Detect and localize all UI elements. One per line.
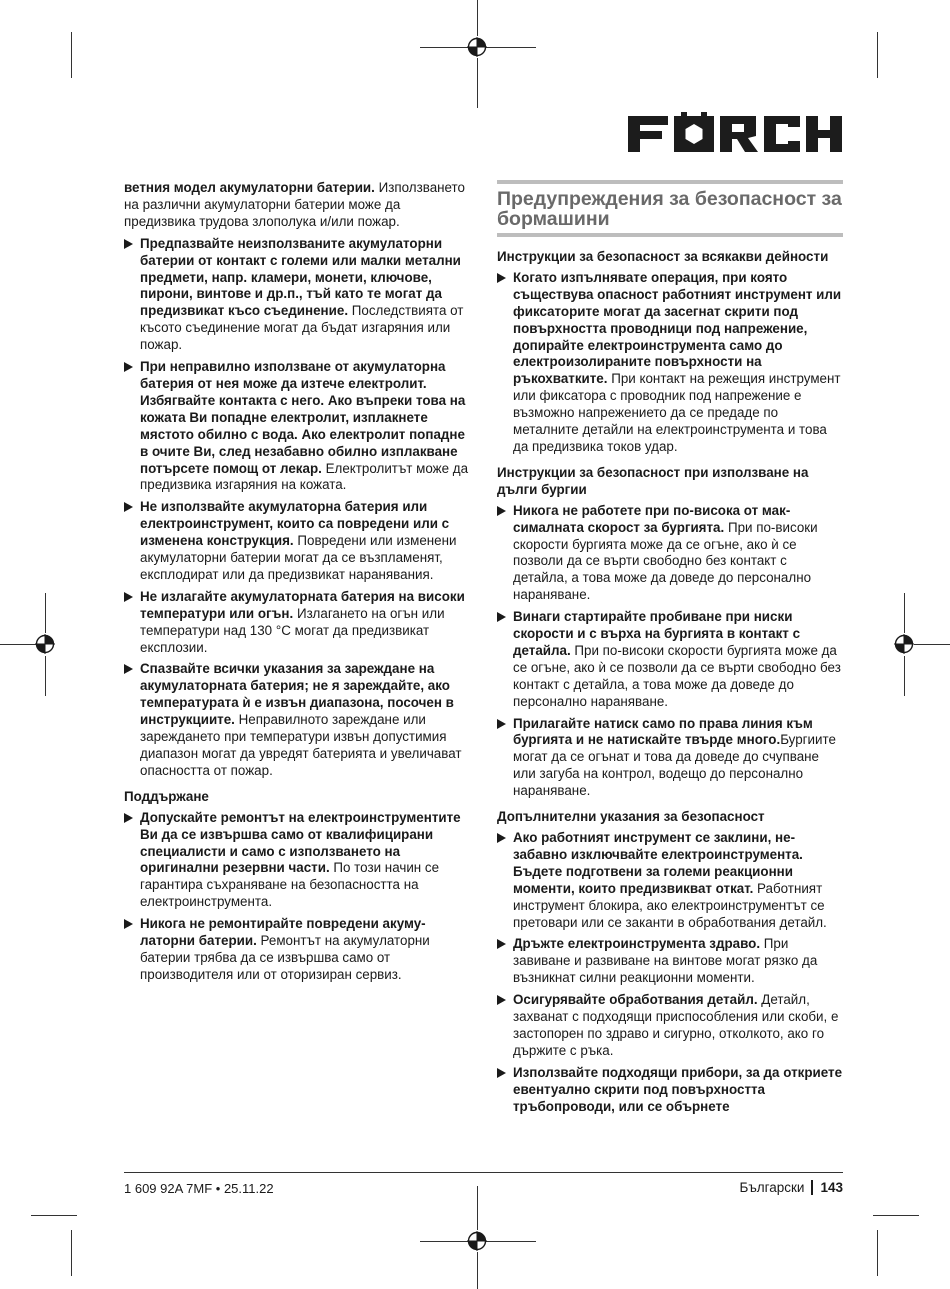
- warning-text: Ремонтът на акумулаторни батерии трябва да се извършва само от производителя или от оторизиран сервиз.: [140, 933, 430, 982]
- crop-mark: [484, 1241, 536, 1242]
- right-column: [497, 180, 843, 1121]
- warning-text: Работният инструмент блокира, ако електроинструментът се претовари или се заканти в обработвания детайл.: [513, 880, 827, 930]
- warning-item: [497, 270, 843, 456]
- crop-mark: [477, 1252, 478, 1289]
- warning-item: [124, 359, 470, 494]
- crop-mark: [477, 58, 478, 108]
- registration-mark-icon: [467, 37, 487, 57]
- warning-item: [124, 236, 470, 354]
- subsection-heading: Инструкции за безопасност за всякакви дейности: [497, 249, 829, 264]
- bullet-triangle-icon: [497, 506, 506, 516]
- bullet-triangle-icon: [497, 939, 506, 949]
- bullet-triangle-icon: [124, 239, 133, 249]
- section-title: Предупреждения за безопасност за бормашини: [497, 180, 843, 237]
- crop-mark: [420, 1241, 472, 1242]
- crop-mark: [877, 1230, 878, 1276]
- warning-text: При по-високи скорости бургията може да се огъне, ако ѝ се позволи да се върти свободно без контакт с детайла, а това може да доведе до персонално нараняване.: [513, 519, 818, 603]
- footer-divider: [124, 1172, 843, 1173]
- crop-mark: [873, 1215, 919, 1216]
- warning-bold-text: Дръжте електроинструмента здраво.: [513, 936, 761, 952]
- warning-item: [124, 916, 470, 984]
- warning-text: При завиване и развиване на винтове могат рязко да възникнат силни реакционни моменти.: [513, 936, 818, 986]
- crop-mark: [71, 32, 72, 78]
- warning-text: Излагането на огън или температури над 130 °C могат да предизвикат експлозии.: [140, 605, 445, 655]
- bullet-triangle-icon: [497, 719, 506, 729]
- warning-text: При по-високи скорости бургията може да се огъне, ако ѝ се позволи да се върти свободно без контакт с детайла, а това може да доведе до персонално нараняване.: [513, 642, 841, 709]
- warning-bold-text: Никога не ремонтирайте повредени акумулаторни батерии.: [140, 916, 426, 949]
- warning-text: При контакт на режещия инструмент или фиксатора с проводник под напрежение е възможно напрежението да се предаде по металните детайли на електроинструмента и това да предизвика токов удар.: [513, 371, 841, 454]
- warning-bold-text: Използвайте подходящи прибори, за да откриете евентуално скрити под повърхността тръбопроводи, или се обърнете: [513, 1064, 843, 1114]
- crop-mark: [877, 32, 878, 78]
- paragraph-text: Използването на различни акумулаторни батерии може да предизвика трудова злополука и/или пожар.: [124, 180, 465, 229]
- crop-mark: [0, 644, 36, 645]
- warning-bold-text: Никога не работете при по-висока от максималната скорост за бургията.: [513, 502, 791, 535]
- warning-bold-text: Предпазвайте неизползваните акумулаторни батерии от контакт с големи или малки метални предмети, напр. кламери, монети, ключове, пирони, винтове и др.п., тъй като те могат да предизвикат късо съединение.: [140, 235, 461, 319]
- warning-bold-text: Не използвайте акумулаторна батерия или електроинструмент, които са повредени или с изменена конструкция.: [140, 499, 450, 549]
- warning-text: Детайл, захванат с подходящи приспособления или скоби, е застопорен по здраво и сигурно, отколкото, ако го държите с ръка.: [513, 992, 839, 1058]
- bullet-triangle-icon: [497, 1068, 506, 1078]
- subsection-heading: Допълнителни указания за безопасност: [497, 809, 765, 825]
- footer-doc-code: 1 609 92A 7MF • 25.11.22: [124, 1181, 274, 1196]
- maintenance-heading: Поддържане: [124, 788, 209, 804]
- bullet-triangle-icon: [124, 502, 133, 512]
- crop-mark: [71, 1230, 72, 1276]
- warning-text: Бургиите могат да се огънат и това да доведе до счупване или загуба на контрол, водещо до персонално нараняване.: [513, 732, 836, 799]
- crop-mark: [484, 47, 536, 48]
- crop-mark: [904, 593, 905, 633]
- registration-mark-icon: [35, 634, 55, 654]
- bullet-triangle-icon: [497, 995, 506, 1005]
- crop-mark: [31, 1215, 77, 1216]
- forch-logo: [628, 112, 842, 156]
- warning-bold-text: Допускайте ремонтът на електроинструментите Ви да се извършва само от квалифицирани специалисти и само с използването на оригинални резервни части.: [140, 809, 461, 876]
- warning-bold-text: Когато изпълнявате операция, при която съществува опасност работният инструмент или фиксаторите могат да засегнат скрити под повърхността проводници под напрежение, допирайте електроинструмента само до електроизолираните повърхности на ръкохватките.: [513, 269, 842, 387]
- warning-text: Повредени или изменени акумулаторни батерии могат да се възпламенят, експлодират или да предизвикат наранявания.: [140, 533, 457, 582]
- bullet-triangle-icon: [124, 664, 133, 674]
- warning-item: [497, 830, 843, 931]
- crop-mark: [914, 644, 950, 645]
- crop-mark: [904, 656, 905, 696]
- bullet-triangle-icon: [124, 813, 133, 823]
- warning-item: [124, 589, 470, 657]
- paragraph-bold-text: ветния модел акумулаторни батерии.: [124, 180, 375, 195]
- crop-mark: [420, 47, 472, 48]
- bullet-triangle-icon: [124, 362, 133, 372]
- warning-text: Последствията от късото съединение могат да бъдат изгаряния или пожар.: [140, 303, 464, 353]
- left-column: [124, 180, 470, 989]
- warning-item: [497, 503, 843, 604]
- warning-bold-text: Спазвайте всички указания за зареждане на акумулаторната батерия; не я зареждайте, ако температурата ѝ е извън диапазона, посочен в инструкциите.: [140, 661, 454, 728]
- warning-bold-text: При неправилно използване от акумулаторна батерия от нея може да изтече електролит. Избягвайте контакта с него. Ако въпреки това на кожата Ви попадне електролит, изплакнете мястото обилно с вода. Ако електролит попадне в очите Ви, след незабавно обилно изплакване потърсете помощ от лекар.: [140, 359, 466, 476]
- bullet-triangle-icon: [497, 273, 506, 283]
- crop-mark: [45, 656, 46, 696]
- crop-mark: [477, 1186, 478, 1230]
- footer-language: Български: [739, 1180, 805, 1195]
- warning-item: [497, 609, 843, 710]
- crop-mark: [45, 593, 46, 633]
- warning-item: [124, 810, 470, 911]
- warning-item: [124, 661, 470, 779]
- registration-mark-icon: [894, 634, 914, 654]
- footer-page-info: [739, 1180, 843, 1195]
- bullet-triangle-icon: [497, 833, 506, 843]
- bullet-triangle-icon: [497, 612, 506, 622]
- warning-bold-text: Прилагайте натиск само по права линия към бургията и не натискайте твърде много.: [513, 715, 813, 748]
- warning-text: Неправилното зареждане или зареждането при температури извън допустимия диапазон могат да увредят батерията и увеличават опасността от пожар.: [140, 712, 462, 778]
- warning-item: [497, 936, 843, 987]
- warning-text: По този начин се гарантира съхраняване на безопасността на електроинструмента.: [140, 860, 440, 910]
- warning-bold-text: Осигурявайте обработвания детайл.: [513, 992, 758, 1008]
- battery-intro-paragraph: [124, 180, 470, 231]
- subsection-heading: Инструкции за безопасност при използване на дълги бургии: [497, 464, 809, 497]
- bullet-triangle-icon: [124, 919, 133, 929]
- crop-mark: [477, 0, 478, 36]
- bullet-triangle-icon: [124, 592, 133, 602]
- registration-mark-icon: [467, 1231, 487, 1251]
- warning-item: [497, 992, 843, 1060]
- warning-item: [497, 1065, 843, 1116]
- warning-bold-text: Винаги стартирайте пробиване при ниски скорости и с върха на бургията в контакт с детайла.: [513, 609, 801, 658]
- warning-bold-text: Не излагайте акумулаторната батерия на високи температури или огън.: [140, 588, 465, 621]
- warning-item: [497, 716, 843, 801]
- footer-separator: [811, 1180, 813, 1195]
- warning-item: [124, 499, 470, 584]
- warning-text: Електролитът може да предизвика изгаряния на кожата.: [140, 460, 469, 493]
- warning-bold-text: Ако работният инструмент се заклини, незабавно изключвайте електроинструмента. Бъдете подготвени за големи реакционни моменти, които предизвикват откат.: [513, 830, 803, 896]
- page-number: 143: [820, 1180, 843, 1195]
